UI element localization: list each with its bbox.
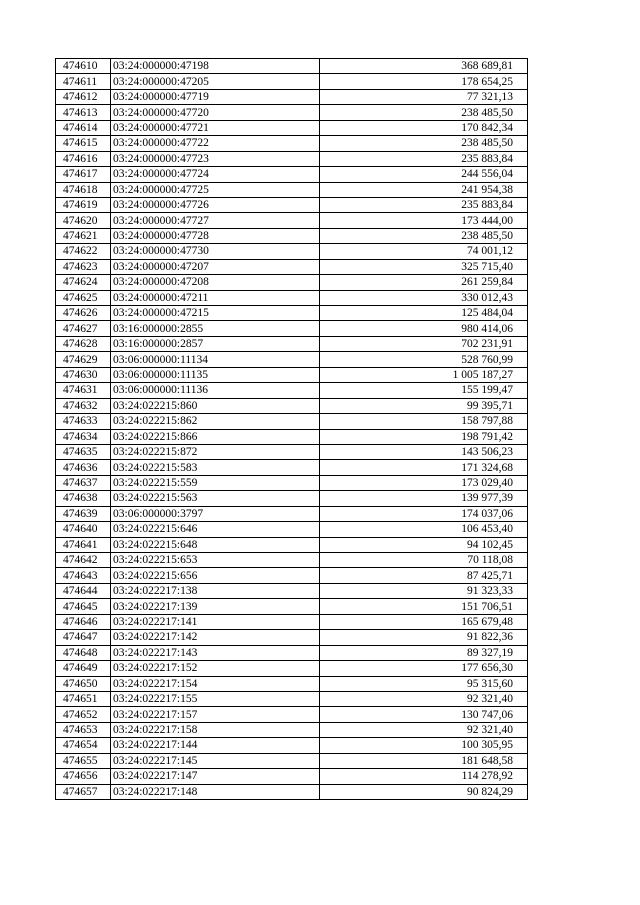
value-cell: 1 005 187,27 bbox=[320, 367, 528, 382]
cadastral-number-cell: 03:24:000000:47207 bbox=[111, 259, 320, 274]
table-body bbox=[56, 59, 528, 800]
cadastral-number-cell: 03:24:000000:47205 bbox=[111, 74, 320, 89]
value-cell: 198 791,42 bbox=[320, 429, 528, 444]
row-number-cell: 474646 bbox=[56, 614, 111, 629]
value-cell: 74 001,12 bbox=[320, 244, 528, 259]
row-number-cell: 474629 bbox=[56, 352, 111, 367]
cadastral-number-cell: 03:24:022217:143 bbox=[111, 645, 320, 660]
row-number-cell: 474639 bbox=[56, 506, 111, 521]
table-row bbox=[56, 506, 528, 521]
row-number-cell: 474610 bbox=[56, 59, 111, 74]
cadastral-number-cell: 03:24:000000:47720 bbox=[111, 105, 320, 120]
cadastral-number-cell: 03:24:022217:158 bbox=[111, 722, 320, 737]
cadastral-number-cell: 03:24:022217:147 bbox=[111, 769, 320, 784]
cadastral-number-cell: 03:24:022215:656 bbox=[111, 568, 320, 583]
cadastral-number-cell: 03:24:022215:862 bbox=[111, 414, 320, 429]
table-row bbox=[56, 583, 528, 598]
cadastral-number-cell: 03:24:022215:860 bbox=[111, 398, 320, 413]
value-cell: 125 484,04 bbox=[320, 306, 528, 321]
table-row bbox=[56, 568, 528, 583]
cadastral-number-cell: 03:24:000000:47723 bbox=[111, 151, 320, 166]
value-cell: 139 977,39 bbox=[320, 491, 528, 506]
value-cell: 171 324,68 bbox=[320, 460, 528, 475]
value-cell: 173 029,40 bbox=[320, 475, 528, 490]
table-row bbox=[56, 367, 528, 382]
value-cell: 235 883,84 bbox=[320, 197, 528, 212]
cadastral-number-cell: 03:06:000000:11135 bbox=[111, 367, 320, 382]
value-cell: 155 199,47 bbox=[320, 383, 528, 398]
table-row bbox=[56, 352, 528, 367]
row-number-cell: 474621 bbox=[56, 228, 111, 243]
value-cell: 165 679,48 bbox=[320, 614, 528, 629]
cadastral-number-cell: 03:24:000000:47725 bbox=[111, 182, 320, 197]
row-number-cell: 474618 bbox=[56, 182, 111, 197]
row-number-cell: 474619 bbox=[56, 197, 111, 212]
cadastral-number-cell: 03:24:022217:148 bbox=[111, 784, 320, 799]
row-number-cell: 474624 bbox=[56, 275, 111, 290]
cadastral-number-cell: 03:24:022215:583 bbox=[111, 460, 320, 475]
table-row bbox=[56, 491, 528, 506]
row-number-cell: 474616 bbox=[56, 151, 111, 166]
table-row bbox=[56, 599, 528, 614]
row-number-cell: 474615 bbox=[56, 136, 111, 151]
cadastral-number-cell: 03:06:000000:11136 bbox=[111, 383, 320, 398]
table-row bbox=[56, 537, 528, 552]
row-number-cell: 474637 bbox=[56, 475, 111, 490]
row-number-cell: 474654 bbox=[56, 738, 111, 753]
value-cell: 178 654,25 bbox=[320, 74, 528, 89]
table-row bbox=[56, 74, 528, 89]
row-number-cell: 474632 bbox=[56, 398, 111, 413]
table-row bbox=[56, 259, 528, 274]
value-cell: 92 321,40 bbox=[320, 722, 528, 737]
row-number-cell: 474651 bbox=[56, 691, 111, 706]
table-row bbox=[56, 769, 528, 784]
value-cell: 368 689,81 bbox=[320, 59, 528, 74]
table-row bbox=[56, 89, 528, 104]
value-cell: 980 414,06 bbox=[320, 321, 528, 336]
table-row bbox=[56, 290, 528, 305]
table-row bbox=[56, 383, 528, 398]
value-cell: 92 321,40 bbox=[320, 691, 528, 706]
cadastral-number-cell: 03:24:000000:47208 bbox=[111, 275, 320, 290]
value-cell: 177 656,30 bbox=[320, 661, 528, 676]
row-number-cell: 474635 bbox=[56, 444, 111, 459]
cadastral-number-cell: 03:24:022217:139 bbox=[111, 599, 320, 614]
value-cell: 158 797,88 bbox=[320, 414, 528, 429]
table-row bbox=[56, 398, 528, 413]
row-number-cell: 474647 bbox=[56, 630, 111, 645]
cadastral-number-cell: 03:24:022217:144 bbox=[111, 738, 320, 753]
table-row bbox=[56, 136, 528, 151]
cadastral-number-cell: 03:24:022215:648 bbox=[111, 537, 320, 552]
cadastral-number-cell: 03:24:022215:653 bbox=[111, 553, 320, 568]
cadastral-number-cell: 03:24:000000:47724 bbox=[111, 167, 320, 182]
value-cell: 106 453,40 bbox=[320, 522, 528, 537]
cadastral-number-cell: 03:24:022217:152 bbox=[111, 661, 320, 676]
row-number-cell: 474648 bbox=[56, 645, 111, 660]
row-number-cell: 474643 bbox=[56, 568, 111, 583]
cadastral-number-cell: 03:24:022215:559 bbox=[111, 475, 320, 490]
row-number-cell: 474627 bbox=[56, 321, 111, 336]
row-number-cell: 474631 bbox=[56, 383, 111, 398]
value-cell: 330 012,43 bbox=[320, 290, 528, 305]
value-cell: 238 485,50 bbox=[320, 228, 528, 243]
cadastral-number-cell: 03:24:022215:872 bbox=[111, 444, 320, 459]
row-number-cell: 474636 bbox=[56, 460, 111, 475]
row-number-cell: 474620 bbox=[56, 213, 111, 228]
cadastral-number-cell: 03:24:000000:47722 bbox=[111, 136, 320, 151]
value-cell: 70 118,08 bbox=[320, 553, 528, 568]
row-number-cell: 474640 bbox=[56, 522, 111, 537]
table-row bbox=[56, 275, 528, 290]
row-number-cell: 474656 bbox=[56, 769, 111, 784]
value-cell: 528 760,99 bbox=[320, 352, 528, 367]
cadastral-number-cell: 03:24:022217:141 bbox=[111, 614, 320, 629]
row-number-cell: 474655 bbox=[56, 753, 111, 768]
value-cell: 91 822,36 bbox=[320, 630, 528, 645]
row-number-cell: 474653 bbox=[56, 722, 111, 737]
table-row bbox=[56, 59, 528, 74]
value-cell: 94 102,45 bbox=[320, 537, 528, 552]
value-cell: 114 278,92 bbox=[320, 769, 528, 784]
value-cell: 261 259,84 bbox=[320, 275, 528, 290]
cadastral-number-cell: 03:24:000000:47215 bbox=[111, 306, 320, 321]
table-row bbox=[56, 444, 528, 459]
table-row bbox=[56, 306, 528, 321]
table-row bbox=[56, 213, 528, 228]
value-cell: 100 305,95 bbox=[320, 738, 528, 753]
row-number-cell: 474641 bbox=[56, 537, 111, 552]
row-number-cell: 474612 bbox=[56, 89, 111, 104]
row-number-cell: 474630 bbox=[56, 367, 111, 382]
cadastral-number-cell: 03:24:022217:142 bbox=[111, 630, 320, 645]
table-row bbox=[56, 630, 528, 645]
value-cell: 325 715,40 bbox=[320, 259, 528, 274]
table-row bbox=[56, 661, 528, 676]
cadastral-number-cell: 03:24:022217:155 bbox=[111, 691, 320, 706]
value-cell: 241 954,38 bbox=[320, 182, 528, 197]
value-cell: 181 648,58 bbox=[320, 753, 528, 768]
cadastral-number-cell: 03:24:000000:47719 bbox=[111, 89, 320, 104]
cadastral-number-cell: 03:24:000000:47728 bbox=[111, 228, 320, 243]
row-number-cell: 474628 bbox=[56, 336, 111, 351]
table-row bbox=[56, 182, 528, 197]
table-row bbox=[56, 336, 528, 351]
value-cell: 170 842,34 bbox=[320, 120, 528, 135]
cadastral-number-cell: 03:24:022217:157 bbox=[111, 707, 320, 722]
row-number-cell: 474642 bbox=[56, 553, 111, 568]
row-number-cell: 474634 bbox=[56, 429, 111, 444]
value-cell: 174 037,06 bbox=[320, 506, 528, 521]
cadastral-number-cell: 03:24:000000:47198 bbox=[111, 59, 320, 74]
value-cell: 130 747,06 bbox=[320, 707, 528, 722]
value-cell: 235 883,84 bbox=[320, 151, 528, 166]
cadastral-number-cell: 03:24:022215:866 bbox=[111, 429, 320, 444]
table-row bbox=[56, 429, 528, 444]
value-cell: 244 556,04 bbox=[320, 167, 528, 182]
table-row bbox=[56, 722, 528, 737]
table-row bbox=[56, 738, 528, 753]
table-row bbox=[56, 691, 528, 706]
row-number-cell: 474614 bbox=[56, 120, 111, 135]
value-cell: 702 231,91 bbox=[320, 336, 528, 351]
table-row bbox=[56, 753, 528, 768]
value-cell: 95 315,60 bbox=[320, 676, 528, 691]
table-row bbox=[56, 676, 528, 691]
cadastral-number-cell: 03:24:000000:47726 bbox=[111, 197, 320, 212]
row-number-cell: 474633 bbox=[56, 414, 111, 429]
value-cell: 87 425,71 bbox=[320, 568, 528, 583]
row-number-cell: 474657 bbox=[56, 784, 111, 799]
table-row bbox=[56, 244, 528, 259]
data-table bbox=[55, 58, 528, 800]
value-cell: 173 444,00 bbox=[320, 213, 528, 228]
row-number-cell: 474626 bbox=[56, 306, 111, 321]
cadastral-number-cell: 03:06:000000:11134 bbox=[111, 352, 320, 367]
value-cell: 143 506,23 bbox=[320, 444, 528, 459]
cadastral-number-cell: 03:24:000000:47727 bbox=[111, 213, 320, 228]
value-cell: 89 327,19 bbox=[320, 645, 528, 660]
cadastral-number-cell: 03:24:022217:154 bbox=[111, 676, 320, 691]
value-cell: 99 395,71 bbox=[320, 398, 528, 413]
table-row bbox=[56, 645, 528, 660]
table-row bbox=[56, 460, 528, 475]
row-number-cell: 474625 bbox=[56, 290, 111, 305]
row-number-cell: 474649 bbox=[56, 661, 111, 676]
cadastral-number-cell: 03:24:022215:646 bbox=[111, 522, 320, 537]
cadastral-number-cell: 03:24:022217:138 bbox=[111, 583, 320, 598]
row-number-cell: 474645 bbox=[56, 599, 111, 614]
table-row bbox=[56, 553, 528, 568]
table-row bbox=[56, 151, 528, 166]
value-cell: 238 485,50 bbox=[320, 136, 528, 151]
row-number-cell: 474623 bbox=[56, 259, 111, 274]
row-number-cell: 474613 bbox=[56, 105, 111, 120]
cadastral-number-cell: 03:24:000000:47730 bbox=[111, 244, 320, 259]
row-number-cell: 474622 bbox=[56, 244, 111, 259]
row-number-cell: 474617 bbox=[56, 167, 111, 182]
row-number-cell: 474650 bbox=[56, 676, 111, 691]
cadastral-number-cell: 03:16:000000:2855 bbox=[111, 321, 320, 336]
cadastral-number-cell: 03:16:000000:2857 bbox=[111, 336, 320, 351]
cadastral-number-cell: 03:24:022215:563 bbox=[111, 491, 320, 506]
cadastral-number-cell: 03:24:000000:47211 bbox=[111, 290, 320, 305]
value-cell: 90 824,29 bbox=[320, 784, 528, 799]
table-row bbox=[56, 784, 528, 799]
table-row bbox=[56, 321, 528, 336]
cadastral-number-cell: 03:24:022217:145 bbox=[111, 753, 320, 768]
table-row bbox=[56, 167, 528, 182]
cadastral-number-cell: 03:06:000000:3797 bbox=[111, 506, 320, 521]
table-row bbox=[56, 197, 528, 212]
value-cell: 91 323,33 bbox=[320, 583, 528, 598]
table-row bbox=[56, 614, 528, 629]
table-row bbox=[56, 414, 528, 429]
value-cell: 77 321,13 bbox=[320, 89, 528, 104]
table-row bbox=[56, 707, 528, 722]
value-cell: 151 706,51 bbox=[320, 599, 528, 614]
table-row bbox=[56, 475, 528, 490]
table-row bbox=[56, 228, 528, 243]
cadastral-number-cell: 03:24:000000:47721 bbox=[111, 120, 320, 135]
value-cell: 238 485,50 bbox=[320, 105, 528, 120]
table-row bbox=[56, 522, 528, 537]
table-row bbox=[56, 120, 528, 135]
table-row bbox=[56, 105, 528, 120]
row-number-cell: 474638 bbox=[56, 491, 111, 506]
row-number-cell: 474652 bbox=[56, 707, 111, 722]
row-number-cell: 474644 bbox=[56, 583, 111, 598]
row-number-cell: 474611 bbox=[56, 74, 111, 89]
